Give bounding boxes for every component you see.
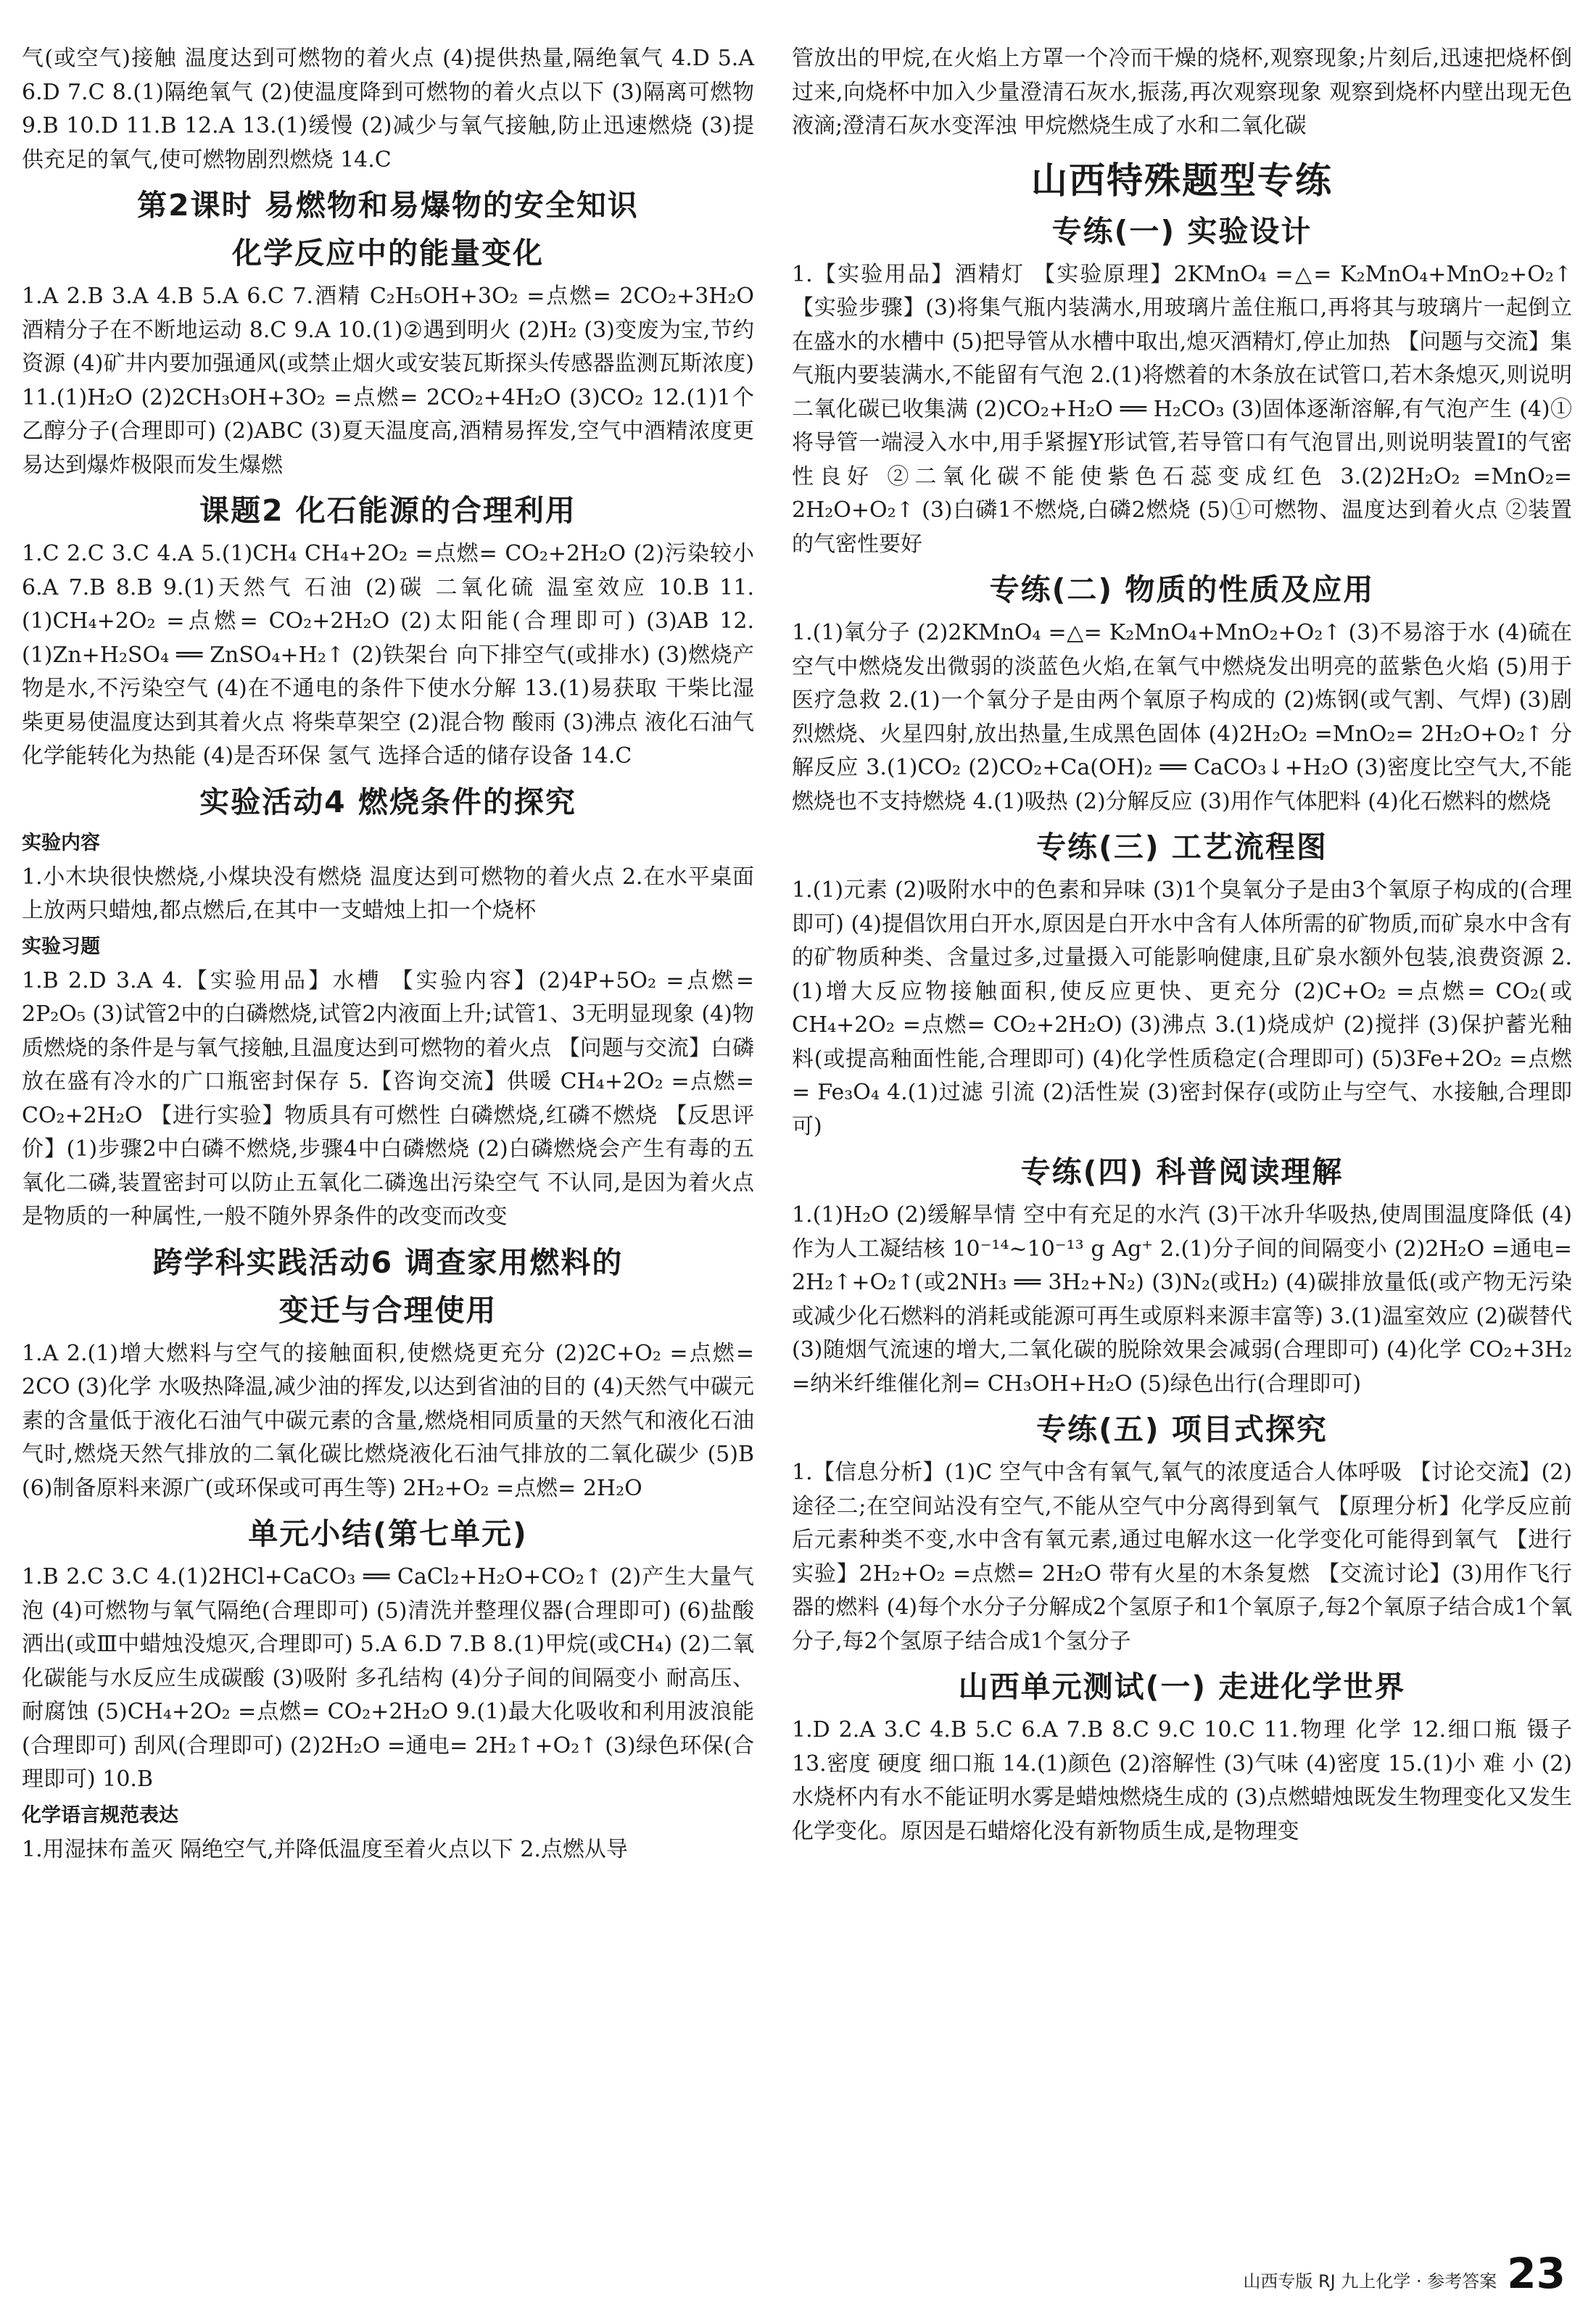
section-heading: 专练(四) 科普阅读理解 — [1020, 1154, 1344, 1189]
section-heading: 专练(五) 项目式探究 — [1036, 1412, 1328, 1447]
page-number: 23 — [1507, 2249, 1566, 2298]
section-heading: 山西特殊题型专练 — [1031, 159, 1333, 202]
section-heading: 山西单元测试(一) 走进化学世界 — [958, 1669, 1406, 1704]
section-heading: 变迁与合理使用 — [278, 1292, 497, 1328]
sub-heading: 化学语言规范表达 — [22, 1803, 178, 1827]
answer-paragraph: 1.(1)H₂O (2)缓解旱情 空中有充足的水汽 (3)干冰升华吸热,使周围温度降低 (4)作为人工凝结核 10⁻¹⁴~10⁻¹³ g Ag⁺ 2.(1)分子间的间隔变小 (2)2H₂O =通电= 2H₂↑+O₂↑(或2NH₃ ══ 3H₂+N₂) (3)N₂(或H₂) (4)碳排放量低(或产物无污染或减少化石燃料的消耗或能源可再生或原料来源丰富等) 3.(1)温室效应 (2)碳替代 (3)随烟气流速的增大,二氧化碳的脱除效果会减弱(合理即可) (4)化学 CO₂+3H₂ =纳米纤维催化剂= CH₃OH+H₂O (5)绿色出行(合理即可) — [792, 1202, 1572, 1397]
answer-paragraph: 气(或空气)接触 温度达到可燃物的着火点 (4)提供热量,隔绝氧气 4.D 5.A 6.D 7.C 8.(1)隔绝氧气 (2)使温度降到可燃物的着火点以下 (3)隔离可燃物 9.B 10.D 11.B 12.A 13.(1)缓慢 (2)减少与氧气接触,防止迅速燃烧 (3)提供充足的氧气,使可燃物剧烈燃烧 14.C — [22, 46, 754, 173]
answer-paragraph: 1.B 2.C 3.C 4.(1)2HCl+CaCO₃ ══ CaCl₂+H₂O+CO₂↑ (2)产生大量气泡 (4)可燃物与氧气隔绝(合理即可) (5)清洗并整理仪器(合理即可) (6)盐酸洒出(或Ⅲ中蜡烛没熄灭,合理即可) 5.A 6.D 7.B 8.(1)甲烷(或CH₄) (2)二氧化碳能与水反应生成碳酸 (3)吸附 多孔结构 (4)分子间的间隔变小 耐高压、耐腐蚀 (5)CH₄+2O₂ =点燃= CO₂+2H₂O 9.(1)最大化吸收和利用波浪能(合理即可) 刮风(合理即可) (2)2H₂O =通电= 2H₂↑+O₂↑ (3)绿色环保(合理即可) 10.B — [22, 1564, 754, 1792]
page-footer — [1243, 2249, 1566, 2298]
answer-paragraph: 1.A 2.B 3.A 4.B 5.A 6.C 7.酒精 C₂H₅OH+3O₂ =点燃= 2CO₂+3H₂O 酒精分子在不断地运动 8.C 9.A 10.(1)②遇到明火 (2)H₂ (3)变废为宝,节约资源 (4)矿井内要加强通风(或禁止烟火或安装瓦斯探头传感器监测瓦斯浓度) 11.(1)H₂O (2)2CH₃OH+3O₂ =点燃= 2CO₂+4H₂O (3)CO₂ 12.(1)1个乙醇分子(合理即可) (2)ABC (3)夏天温度高,酒精易挥发,空气中酒精浓度更易达到爆炸极限而发生爆燃 — [22, 284, 754, 478]
answer-paragraph: 1.(1)元素 (2)吸附水中的色素和异味 (3)1个臭氧分子是由3个氧原子构成的(合理即可) (4)提倡饮用白开水,原因是白开水中含有人体所需的矿物质,而矿泉水中含有的矿物质种类、含量过多,过量摄入可能影响健康,且矿泉水额外包装,浪费资源 2.(1)增大反应物接触面积,使反应更快、更充分 (2)C+O₂ =点燃= CO₂(或CH₄+2O₂ =点燃= CO₂+2H₂O) (3)沸点 3.(1)烧成炉 (2)搅拌 (3)保护蓄光釉料(或提高釉面性能,合理即可) (4)化学性质稳定(合理即可) (5)3Fe+2O₂ =点燃= Fe₃O₄ 4.(1)过滤 引流 (2)活性炭 (3)密封保存(或防止与空气、水接触,合理即可) — [792, 877, 1572, 1139]
answer-paragraph: 1.B 2.D 3.A 4.【实验用品】水槽 【实验内容】(2)4P+5O₂ =点燃= 2P₂O₅ (3)试管2中的白磷燃烧,试管2内液面上升;试管1、3无明显现象 (4)物质燃烧的条件是与氧气接触,且温度达到可燃物的着火点 【问题与交流】白磷放在盛有冷水的广口瓶密封保存 5.【咨询交流】供暖 CH₄+2O₂ =点燃= CO₂+2H₂O 【进行实验】物质具有可燃性 白磷燃烧,红磷不燃烧 【反思评价】(1)步骤2中白磷不燃烧,步骤4中白磷燃烧 (2)白磷燃烧会产生有毒的五氧化二磷,装置密封可以防止五氧化二磷逸出污染空气 不认同,是因为着火点是物质的一种属性,一般不随外界条件的改变而改变 — [22, 967, 754, 1229]
answer-paragraph: 1.(1)氧分子 (2)2KMnO₄ =△= K₂MnO₄+MnO₂+O₂↑ (3)不易溶于水 (4)硫在空气中燃烧发出微弱的淡蓝色火焰,在氧气中燃烧发出明亮的蓝紫色火焰 (5)用于医疗急救 2.(1)一个氧分子是由两个氧原子构成的 (2)炼钢(或气割、气焊) (3)剧烈燃烧、火星四射,放出热量,生成黑色固体 (4)2H₂O₂ =MnO₂= 2H₂O+O₂↑ 分解反应 3.(1)CO₂ (2)CO₂+Ca(OH)₂ ══ CaCO₃↓+H₂O (3)密度比空气大,不能燃烧也不支持燃烧 4.(1)吸热 (2)分解反应 (3)用作气体肥料 (4)化石燃料的燃烧 — [792, 620, 1572, 814]
section-heading: 实验活动4 燃烧条件的探究 — [199, 784, 576, 819]
section-heading: 跨学科实践活动6 调查家用燃料的 — [152, 1244, 624, 1280]
left-column — [22, 42, 754, 2227]
sub-heading: 实验内容 — [22, 831, 100, 854]
section-heading: 单元小结(第七单元) — [248, 1516, 528, 1551]
section-heading: 专练(三) 工艺流程图 — [1036, 830, 1328, 864]
book-title: 山西专版 RJ 九上化学 · 参考答案 — [1243, 2271, 1497, 2292]
section-heading: 化学反应中的能量变化 — [232, 236, 544, 270]
answer-paragraph: 管放出的甲烷,在火焰上方罩一个冷而干燥的烧杯,观察现象;片刻后,迅速把烧杯倒过来,向烧杯中加入少量澄清石灰水,振荡,再次观察现象 观察到烧杯内壁出现无色液滴;澄清石灰水变浑浊 甲烷燃烧生成了水和二氧化碳 — [792, 46, 1572, 139]
answer-paragraph: 1.用湿抹布盖灭 隔绝空气,并降低温度至着火点以下 2.点燃从导 — [22, 1836, 628, 1862]
section-heading: 第2课时 易燃物和易爆物的安全知识 — [137, 188, 639, 223]
answer-paragraph: 1.D 2.A 3.C 4.B 5.C 6.A 7.B 8.C 9.C 10.C 11.物理 化学 12.细口瓶 镊子 13.密度 硬度 细口瓶 14.(1)颜色 (2)溶解性 (3)气味 (4)密度 15.(1)小 难 小 (2)水烧杯内有水不能证明水雾是蜡烛燃烧生成的 (3)点燃蜡烛既发生物理变化又发生化学变化。原因是石蜡熔化没有新物质生成,是物理变 — [792, 1717, 1572, 1844]
right-column — [792, 42, 1572, 2227]
section-heading: 课题2 化石能源的合理利用 — [199, 493, 576, 528]
sub-heading: 实验习题 — [22, 935, 100, 958]
answer-paragraph: 1.A 2.(1)增大燃料与空气的接触面积,使燃烧更充分 (2)2C+O₂ =点燃= 2CO (3)化学 水吸热降温,减少油的挥发,以达到省油的目的 (4)天然气中碳元素的含量低于液化石油气中碳元素的含量,燃烧相同质量的天然气和液化石油气时,燃烧天然气排放的二氧化碳比燃烧液化石油气排放的二氧化碳少 (5)B (6)制备原料来源广(或环保或可再生等) 2H₂+O₂ =点燃= 2H₂O — [22, 1340, 754, 1501]
section-heading: 专练(一) 实验设计 — [1051, 213, 1312, 249]
section-heading: 专练(二) 物质的性质及应用 — [989, 572, 1375, 607]
answer-paragraph: 1.【信息分析】(1)C 空气中含有氧气,氧气的浓度适合人体呼吸 【讨论交流】(2)途径二;在空间站没有空气,不能从空气中分离得到氧气 【原理分析】化学反应前后元素种类不变,水中含有氧元素,通过电解水这一化学变化可能得到氧气 【进行实验】2H₂+O₂ =点燃= 2H₂O 带有火星的木条复燃 【交流讨论】(3)用作飞行器的燃料 (4)每个水分子分解成2个氢原子和1个氧原子,每2个氧原子结合成1个氧分子,每2个氢原子结合成1个氢分子 — [792, 1460, 1572, 1654]
answer-paragraph: 1.小木块很快燃烧,小煤块没有燃烧 温度达到可燃物的着火点 2.在水平桌面上放两只蜡烛,都点燃后,在其中一支蜡烛上扣一个烧杯 — [22, 864, 754, 923]
answer-paragraph: 1.C 2.C 3.C 4.A 5.(1)CH₄ CH₄+2O₂ =点燃= CO₂+2H₂O (2)污染较小 6.A 7.B 8.B 9.(1)天然气 石油 (2)碳 二氧化硫 温室效应 10.B 11.(1)CH₄+2O₂ =点燃= CO₂+2H₂O (2)太阳能(合理即可) (3)AB 12.(1)Zn+H₂SO₄ ══ ZnSO₄+H₂↑ (2)铁架台 向下排空气(或排水) (3)燃烧产物是水,不污染空气 (4)在不通电的条件下使水分解 13.(1)易获取 干柴比湿柴更易使温度达到其着火点 将柴草架空 (2)混合物 酸雨 (3)沸点 液化石油气 化学能转化为热能 (4)是否环保 氢气 选择合适的储存设备 14.C — [22, 541, 754, 769]
answer-paragraph: 1.【实验用品】酒精灯 【实验原理】2KMnO₄ =△= K₂MnO₄+MnO₂+O₂↑ 【实验步骤】(3)将集气瓶内装满水,用玻璃片盖住瓶口,再将其与玻璃片一起倒立在盛水的水槽中 (5)把导管从水槽中取出,熄灭酒精灯,停止加热 【问题与交流】集气瓶内要装满水,不能留有气泡 2.(1)将燃着的木条放在试管口,若木条熄灭,则说明二氧化碳已收集满 (2)CO₂+H₂O ══ H₂CO₃ (3)固体逐渐溶解,有气泡产生 (4)①将导管一端浸入水中,用手紧握Y形试管,若导管口有气泡冒出,则说明装置Ⅰ的气密性良好 ②二氧化碳不能使紫色石蕊变成红色 3.(2)2H₂O₂ =MnO₂= 2H₂O+O₂↑ (3)白磷1不燃烧,白磷2燃烧 (5)①可燃物、温度达到着火点 ②装置的气密性要好 — [792, 261, 1572, 557]
